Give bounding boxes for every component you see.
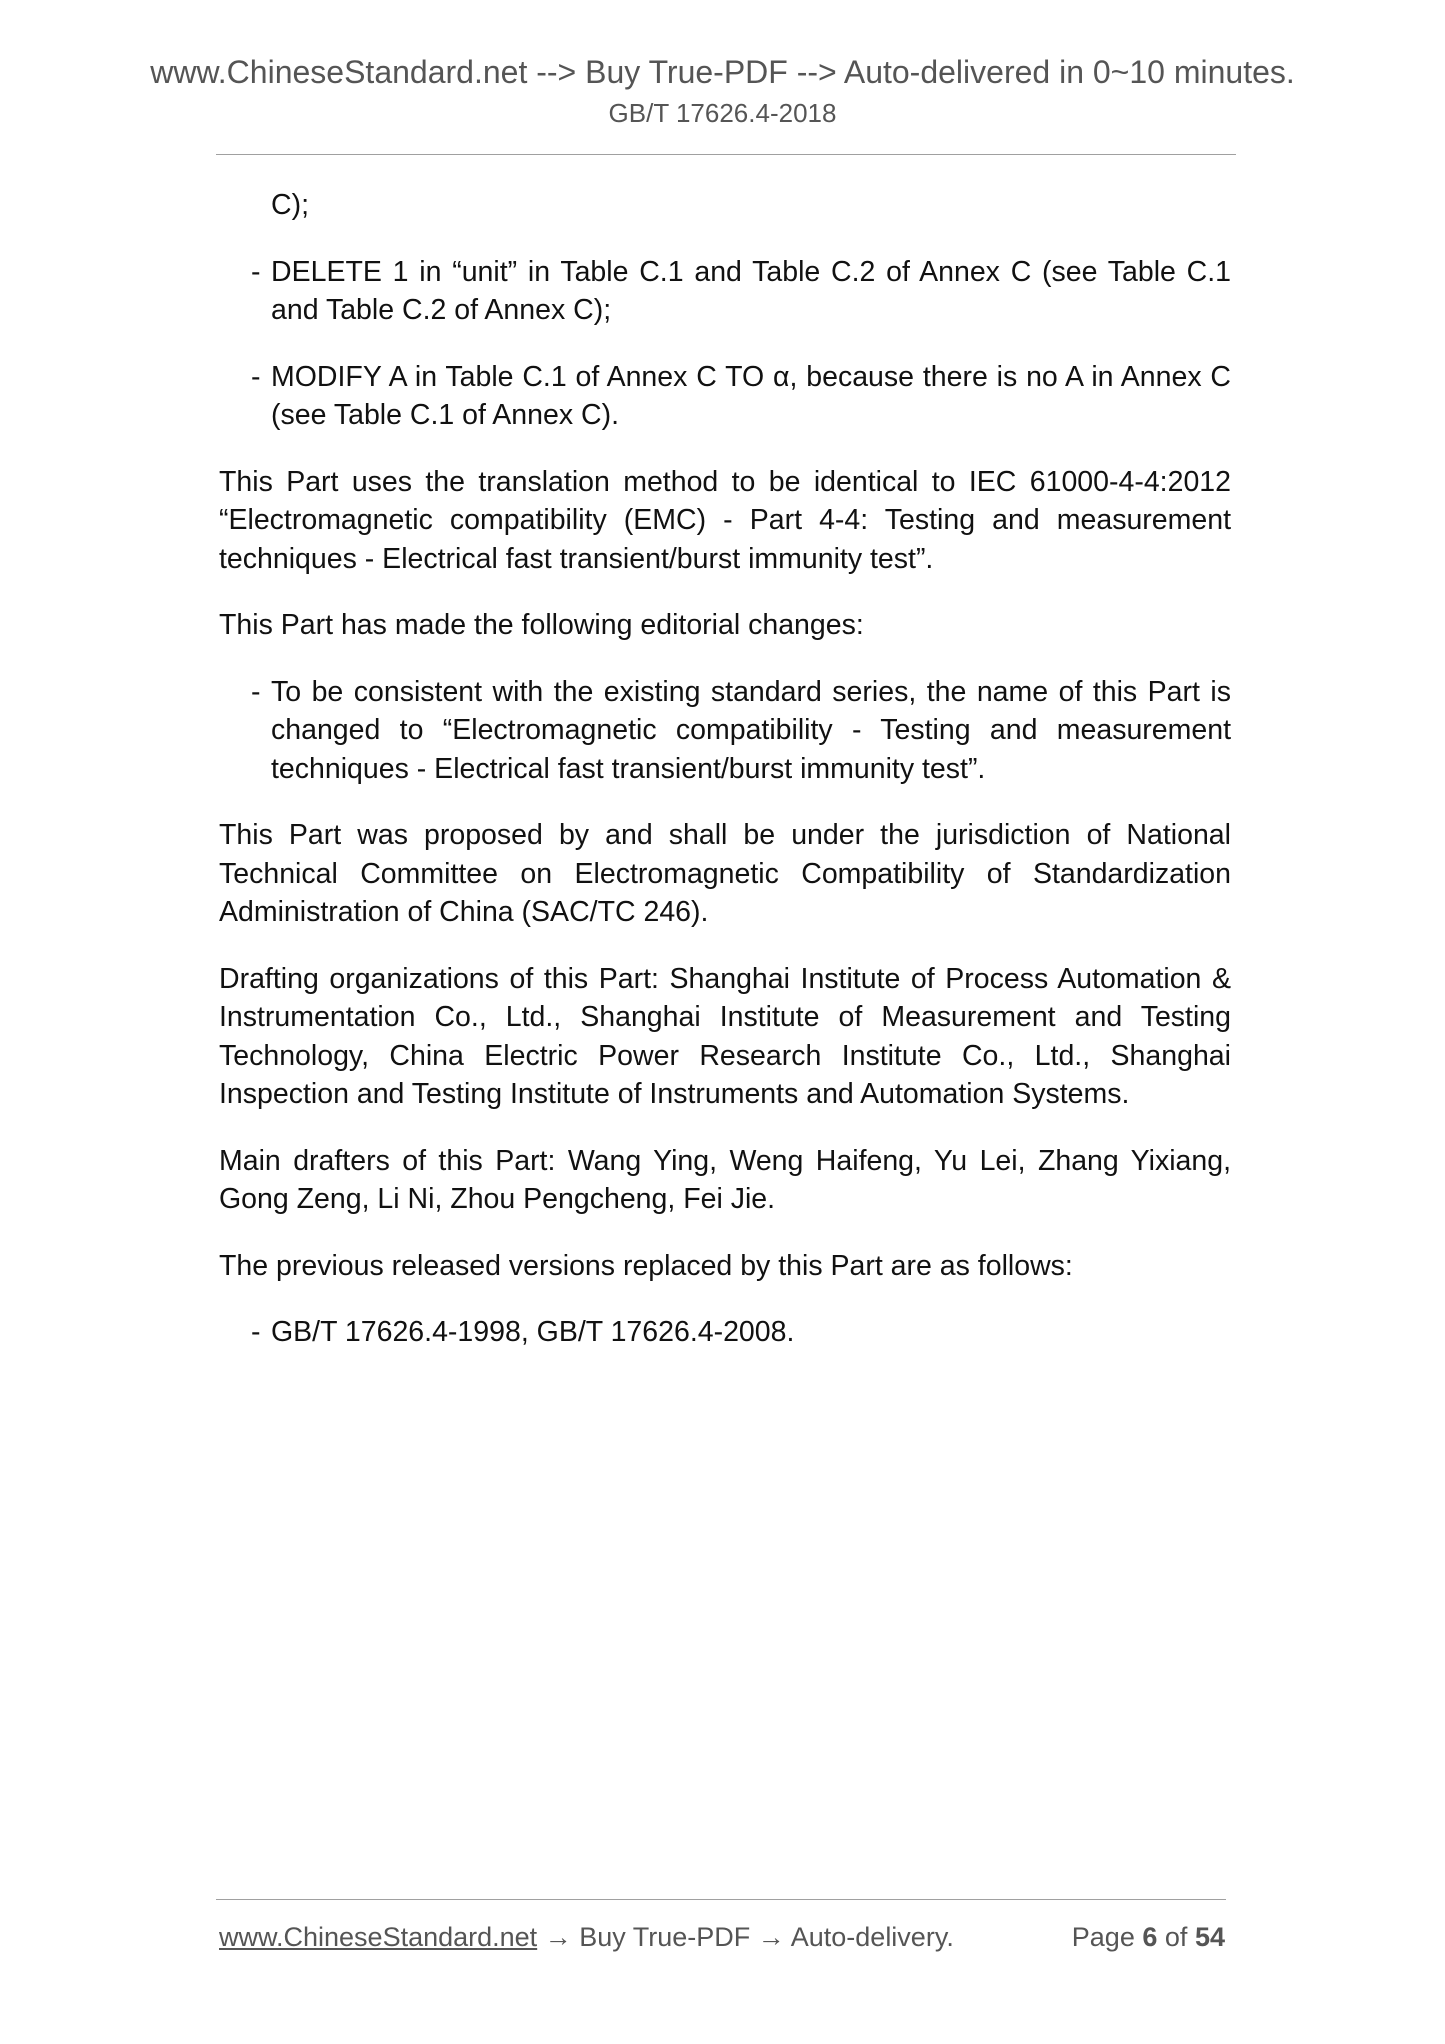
list-dash: -	[251, 675, 261, 708]
page-total: 54	[1194, 1922, 1225, 1952]
list-dash: -	[251, 1316, 261, 1348]
list-dash: -	[251, 360, 261, 393]
paragraph-drafters: Main drafters of this Part: Wang Ying, Weng Haifeng, Yu Lei, Zhang Yixiang, Gong Zeng, Li Ni, Zhou Pengcheng, Fei Jie.	[219, 1144, 1231, 1215]
list-item-text: MODIFY A in Table C.1 of Annex C TO α, because there is no A in Annex C (see Table C.1 of Annex C).	[271, 360, 1231, 431]
list-item-text: DELETE 1 in “unit” in Table C.1 and Table C.2 of Annex C (see Table C.1 and Table C.2 of Annex C);	[271, 255, 1231, 326]
footer-tagline: → Buy True-PDF → Auto-delivery.	[537, 1922, 954, 1952]
list-dash: -	[251, 255, 261, 288]
paragraph-previous-versions: The previous released versions replaced by this Part are as follows:	[219, 1249, 1073, 1282]
list-item	[219, 673, 1231, 789]
paragraph-editorial-intro: This Part has made the following editorial changes:	[219, 609, 864, 641]
page-current: 6	[1142, 1922, 1158, 1952]
list-item	[219, 253, 1231, 330]
list-item-text: To be consistent with the existing standard series, the name of this Part is changed to “Electromagnetic compatibility - Testing and measurement techniques - Electrical fast transient/burst immunity test”.	[271, 675, 1231, 785]
list-item	[219, 358, 1231, 435]
page-label: Page	[1071, 1922, 1135, 1952]
standard-code: GB/T 17626.4-2018	[608, 98, 837, 128]
list-item-text: GB/T 17626.4-1998, GB/T 17626.4-2008.	[271, 1316, 795, 1348]
page-indicator	[1072, 1919, 1225, 1955]
header-divider	[216, 154, 1236, 155]
header-banner: www.ChineseStandard.net --> Buy True-PDF --> Auto-delivered in 0~10 minutes.	[150, 54, 1295, 90]
footer-divider	[216, 1899, 1226, 1900]
page-footer	[219, 1919, 1231, 1955]
page-header	[0, 52, 1445, 130]
paragraph-proposed: This Part was proposed by and shall be under the jurisdiction of National Technical Committee on Electromagnetic Compatibility of Standardization Administration of China (SAC/TC 246).	[219, 819, 1231, 928]
document-body	[219, 186, 1231, 1380]
page-of-label: of	[1164, 1922, 1188, 1952]
website-link[interactable]: www.ChineseStandard.net	[219, 1922, 538, 1952]
list-item	[219, 1313, 1231, 1352]
footer-left	[219, 1922, 954, 1952]
paragraph-identical: This Part uses the translation method to be identical to IEC 61000-4-4:2012 “Electromagnetic compatibility (EMC) - Part 4-4: Testing and measurement techniques - Electrical fast transient/burst immunity test”.	[219, 465, 1231, 575]
paragraph-drafting-orgs: Drafting organizations of this Part: Shanghai Institute of Process Automation & Instrumentation Co., Ltd., Shanghai Institute of Measurement and Testing Technology, China Electric Power Research Institute Co., Ltd., Shanghai Inspection and Testing Institute of Instruments and Automation Systems.	[219, 962, 1231, 1110]
continued-text: C);	[271, 189, 309, 221]
